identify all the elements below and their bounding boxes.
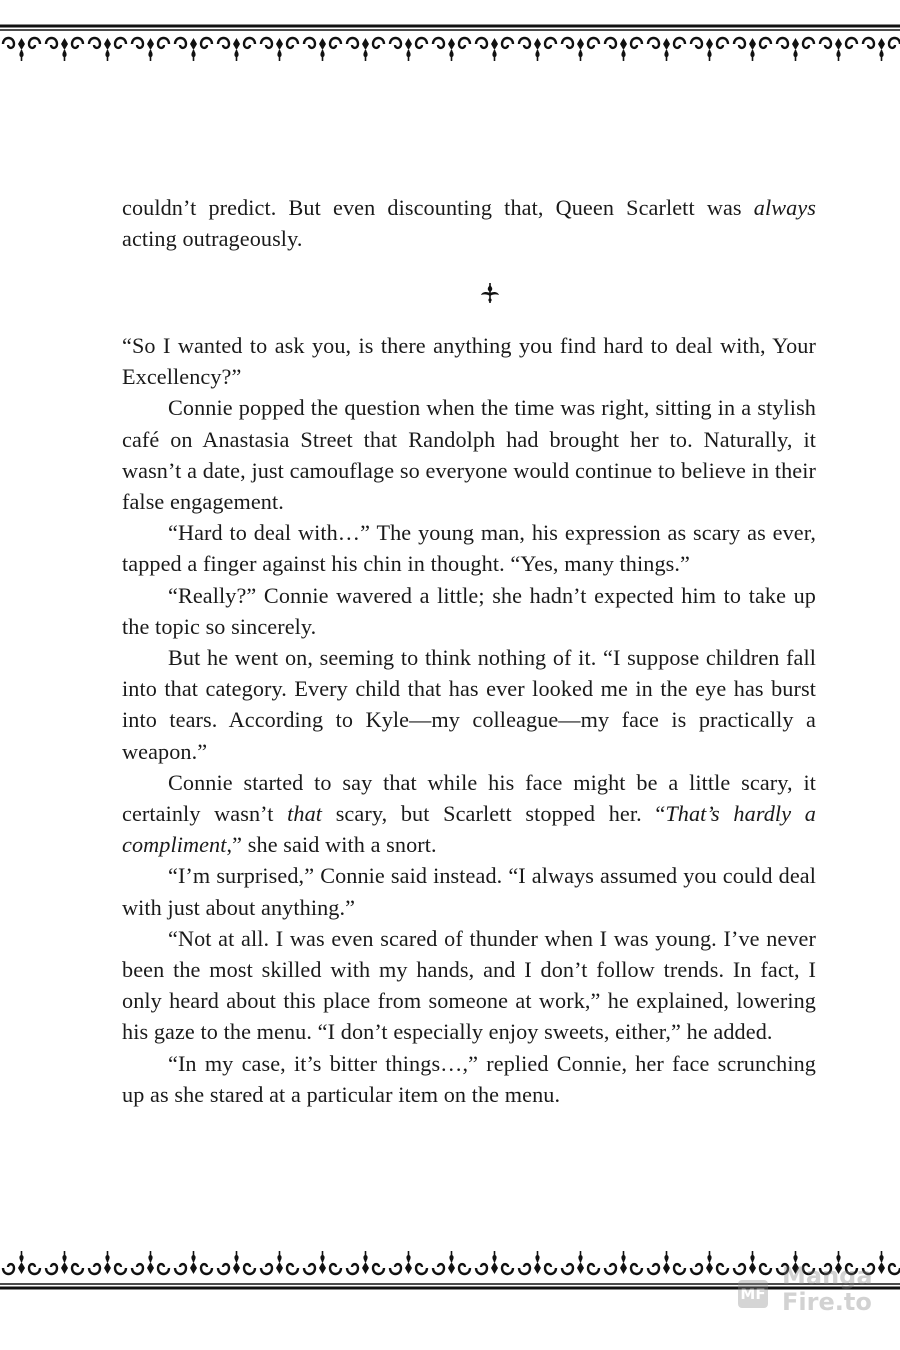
scroll-motif [519, 38, 556, 61]
text-run: couldn’t predict. But even discounting that, Queen Scarlett was [122, 195, 754, 220]
scroll-motif [218, 38, 255, 61]
scroll-motif [777, 38, 814, 61]
text-run: “So I wanted to ask you, is there anything you find hard to deal with, Your Excellency?” [122, 333, 816, 390]
scroll-motif [304, 38, 341, 61]
paragraph [122, 580, 816, 642]
top-ornamental-border [0, 22, 900, 82]
text-run: “Not at all. I was even scared of thunder when I was young. I’ve never been the most skilled with my hands, and I don’t follow trends. In fact, I only heard about this place from someone at work,” he explained, lowering his gaze to the menu. “I don’t especially enjoy sweets, either,” he added. [122, 925, 816, 1045]
watermark-logo-icon: MF [738, 1280, 768, 1308]
scroll-motif [648, 1251, 685, 1274]
paragraph [122, 1048, 816, 1110]
italic-text: always [753, 195, 816, 220]
scroll-motif [390, 38, 427, 61]
text-run: “Hard to deal with…” The young man, his expression as scary as ever, tapped a finger against his chin in thought. “Yes, many things.” [122, 520, 816, 577]
paragraph [122, 860, 816, 922]
scroll-motif [562, 38, 599, 61]
scroll-motif [476, 38, 513, 61]
text-run: “Really?” Connie wavered a little; she hadn’t expected him to take up the topic so sincerely. [122, 582, 816, 639]
scroll-motif [605, 38, 642, 61]
scroll-motif [89, 1251, 126, 1274]
scroll-motif [132, 1251, 169, 1274]
scroll-motif [347, 38, 384, 61]
text-run: acting outrageously. [122, 226, 303, 252]
scroll-motif [261, 1251, 298, 1274]
paragraph [122, 330, 816, 392]
scroll-motif [519, 1251, 556, 1274]
text-run: “I’m surprised,” Connie said instead. “I always assumed you could deal with just about anything.” [122, 863, 816, 920]
text-run: ,” she said with a snort. [226, 832, 437, 858]
scroll-motif [46, 38, 83, 61]
scroll-motif [347, 1251, 384, 1274]
scroll-motif [605, 1251, 642, 1274]
paragraph [122, 642, 816, 767]
watermark [738, 1262, 888, 1322]
scroll-motif [46, 1251, 83, 1274]
paragraph [122, 767, 816, 861]
scroll-motif [433, 1251, 470, 1274]
italic-text: that [287, 801, 323, 827]
scroll-motif [476, 1251, 513, 1274]
scroll-motif [648, 38, 685, 61]
text-run: Connie started to say that while his face might be a little scary, it certainly wasn’t [122, 769, 816, 827]
text-block-top [122, 192, 816, 254]
paragraph [122, 923, 816, 1048]
fleuron-icon [478, 281, 502, 305]
watermark-text-line2: Fire.to [782, 1288, 872, 1316]
scroll-motif [304, 1251, 341, 1274]
scroll-motif [218, 1251, 255, 1274]
scroll-motif [820, 38, 857, 61]
paragraph [122, 192, 816, 254]
scroll-border-icon [0, 22, 900, 82]
scroll-motif [132, 38, 169, 61]
watermark-text-line1: Manga [782, 1262, 873, 1290]
text-run: “In my case, it’s bitter things…,” replied Connie, her face scrunching up as she stared at a particular item on the menu. [122, 1050, 816, 1107]
scroll-motif [691, 38, 728, 61]
paragraph [122, 517, 816, 579]
scroll-motif [3, 38, 40, 61]
text-run: But he went on, seeming to think nothing of it. “I suppose children fall into that category. Every child that has ever looked me in the eye has burst into tears. According to Kyle—my colleague—my face is practically a weapon.” [122, 645, 816, 764]
paragraph [122, 392, 816, 517]
scroll-motif [433, 38, 470, 61]
scroll-motif [562, 1251, 599, 1274]
scroll-motif [3, 1251, 40, 1274]
scroll-motif [89, 38, 126, 61]
text-run: Connie popped the question when the time was right, sitting in a stylish café on Anastasia Street that Randolph had brought her to. Naturally, it wasn’t a date, just camouflage so everyone would continue to believe in their false engagement. [122, 395, 816, 515]
scroll-motif [175, 1251, 212, 1274]
scroll-motif [734, 38, 771, 61]
text-run: scary, but Scarlett stopped her. “ [322, 801, 666, 827]
scroll-motif [863, 38, 900, 61]
section-separator [478, 281, 502, 305]
scroll-motif [175, 38, 212, 61]
text-block-main [122, 330, 816, 1110]
italic-text: That’s hardly a compliment [122, 801, 816, 858]
scroll-motif [390, 1251, 427, 1274]
scroll-motif [261, 38, 298, 61]
scroll-motif [691, 1251, 728, 1274]
